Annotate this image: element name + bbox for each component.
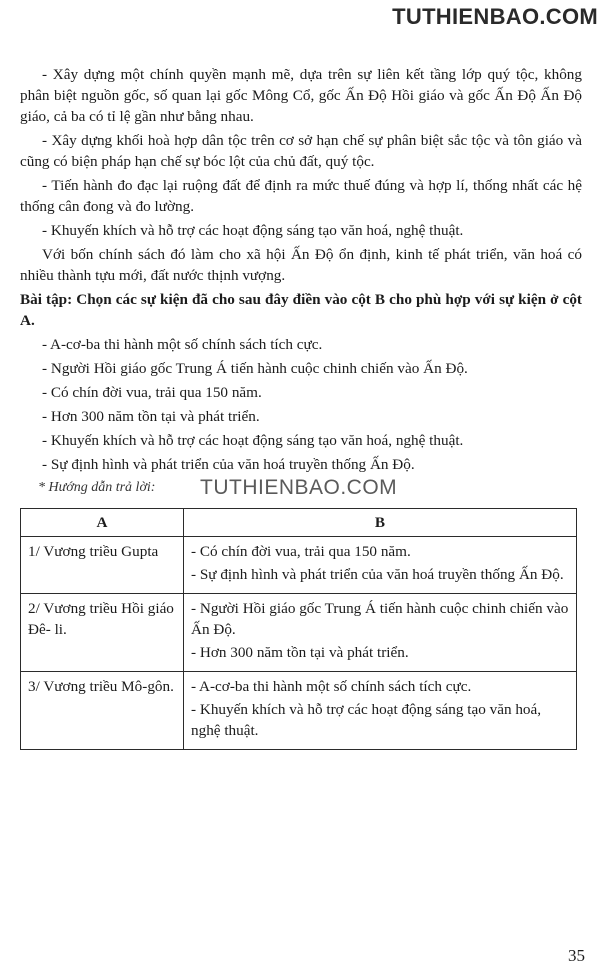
answer-guide-label: * Hướng dẫn trả lời:: [38, 480, 156, 495]
events-cell: [184, 537, 577, 594]
policy-paragraph-1: - Xây dựng một chính quyền mạnh mẽ, dựa trên sự liên kết tầng lớp quý tộc, không phân biệt nguồn gốc, số quan lại gốc Mông Cổ, gốc Ấn Độ Hồi giáo và gốc Ấn Độ Ấn Độ giáo, cả ba có tỉ lệ gần như bằng nhau.: [20, 66, 582, 125]
event-item: - Hơn 300 năm tồn tại và phát triển.: [191, 644, 409, 661]
table-row: [21, 672, 577, 750]
dynasty-cell: 1/ Vương triều Gupta: [21, 537, 184, 594]
event-item: - Sự định hình và phát triển của văn hoá truyền thống Ấn Độ.: [191, 566, 564, 583]
event-item: - Có chín đời vua, trải qua 150 năm.: [191, 543, 411, 560]
site-logo-header: TUTHIENBAO.COM: [392, 4, 598, 29]
watermark: TUTHIENBAO.COM: [200, 476, 398, 499]
table-header-row: [21, 509, 577, 537]
exercise-prompt: Bài tập: Chọn các sự kiện đã cho sau đây điền vào cột B cho phù hợp với sự kiện ở cột A.: [20, 291, 582, 329]
dynasty-cell: 3/ Vương triều Mô-gôn.: [21, 672, 184, 750]
conclusion-paragraph: Với bốn chính sách đó làm cho xã hội Ấn Độ ổn định, kinh tế phát triển, văn hoá có nhiều thành tựu mới, đất nước thịnh vượng.: [20, 246, 582, 284]
answer-table: [20, 508, 577, 750]
page-number: 35: [568, 946, 585, 965]
policy-paragraph-2: - Xây dựng khối hoà hợp dân tộc trên cơ sở hạn chế sự phân biệt sắc tộc và tôn giáo và cũng có biện pháp hạn chế sự bóc lột của chủ đất, quý tộc.: [20, 132, 582, 170]
exercise-option: - A-cơ-ba thi hành một số chính sách tích cực.: [42, 336, 323, 353]
dynasty-cell: 2/ Vương triều Hồi giáo Đê- li.: [21, 594, 184, 672]
column-b-header: B: [184, 509, 577, 537]
exercise-option: - Hơn 300 năm tồn tại và phát triển.: [42, 408, 260, 425]
policy-paragraph-3: - Tiến hành đo đạc lại ruộng đất để định ra mức thuế đúng và hợp lí, thống nhất các hệ thống cân đong và đo lường.: [20, 177, 582, 215]
policy-paragraph-4: - Khuyến khích và hỗ trợ các hoạt động sáng tạo văn hoá, nghệ thuật.: [42, 222, 464, 239]
events-cell: [184, 672, 577, 750]
column-a-header: A: [21, 509, 184, 537]
answer-guide-row: [20, 478, 582, 504]
exercise-option: - Người Hồi giáo gốc Trung Á tiến hành cuộc chinh chiến vào Ấn Độ.: [42, 360, 468, 377]
table-row: [21, 537, 577, 594]
event-item: - Khuyến khích và hỗ trợ các hoạt động sáng tạo văn hoá, nghệ thuật.: [191, 701, 542, 739]
exercise-option: - Có chín đời vua, trải qua 150 năm.: [42, 384, 262, 401]
table-row: [21, 594, 577, 672]
events-cell: [184, 594, 577, 672]
event-item: - A-cơ-ba thi hành một số chính sách tích cực.: [191, 678, 472, 695]
exercise-option: - Sự định hình và phát triển của văn hoá truyền thống Ấn Độ.: [42, 456, 415, 473]
exercise-option: - Khuyến khích và hỗ trợ các hoạt động sáng tạo văn hoá, nghệ thuật.: [42, 432, 464, 449]
page-content: [20, 64, 582, 750]
event-item: - Người Hồi giáo gốc Trung Á tiến hành cuộc chinh chiến vào Ấn Độ.: [191, 600, 569, 638]
